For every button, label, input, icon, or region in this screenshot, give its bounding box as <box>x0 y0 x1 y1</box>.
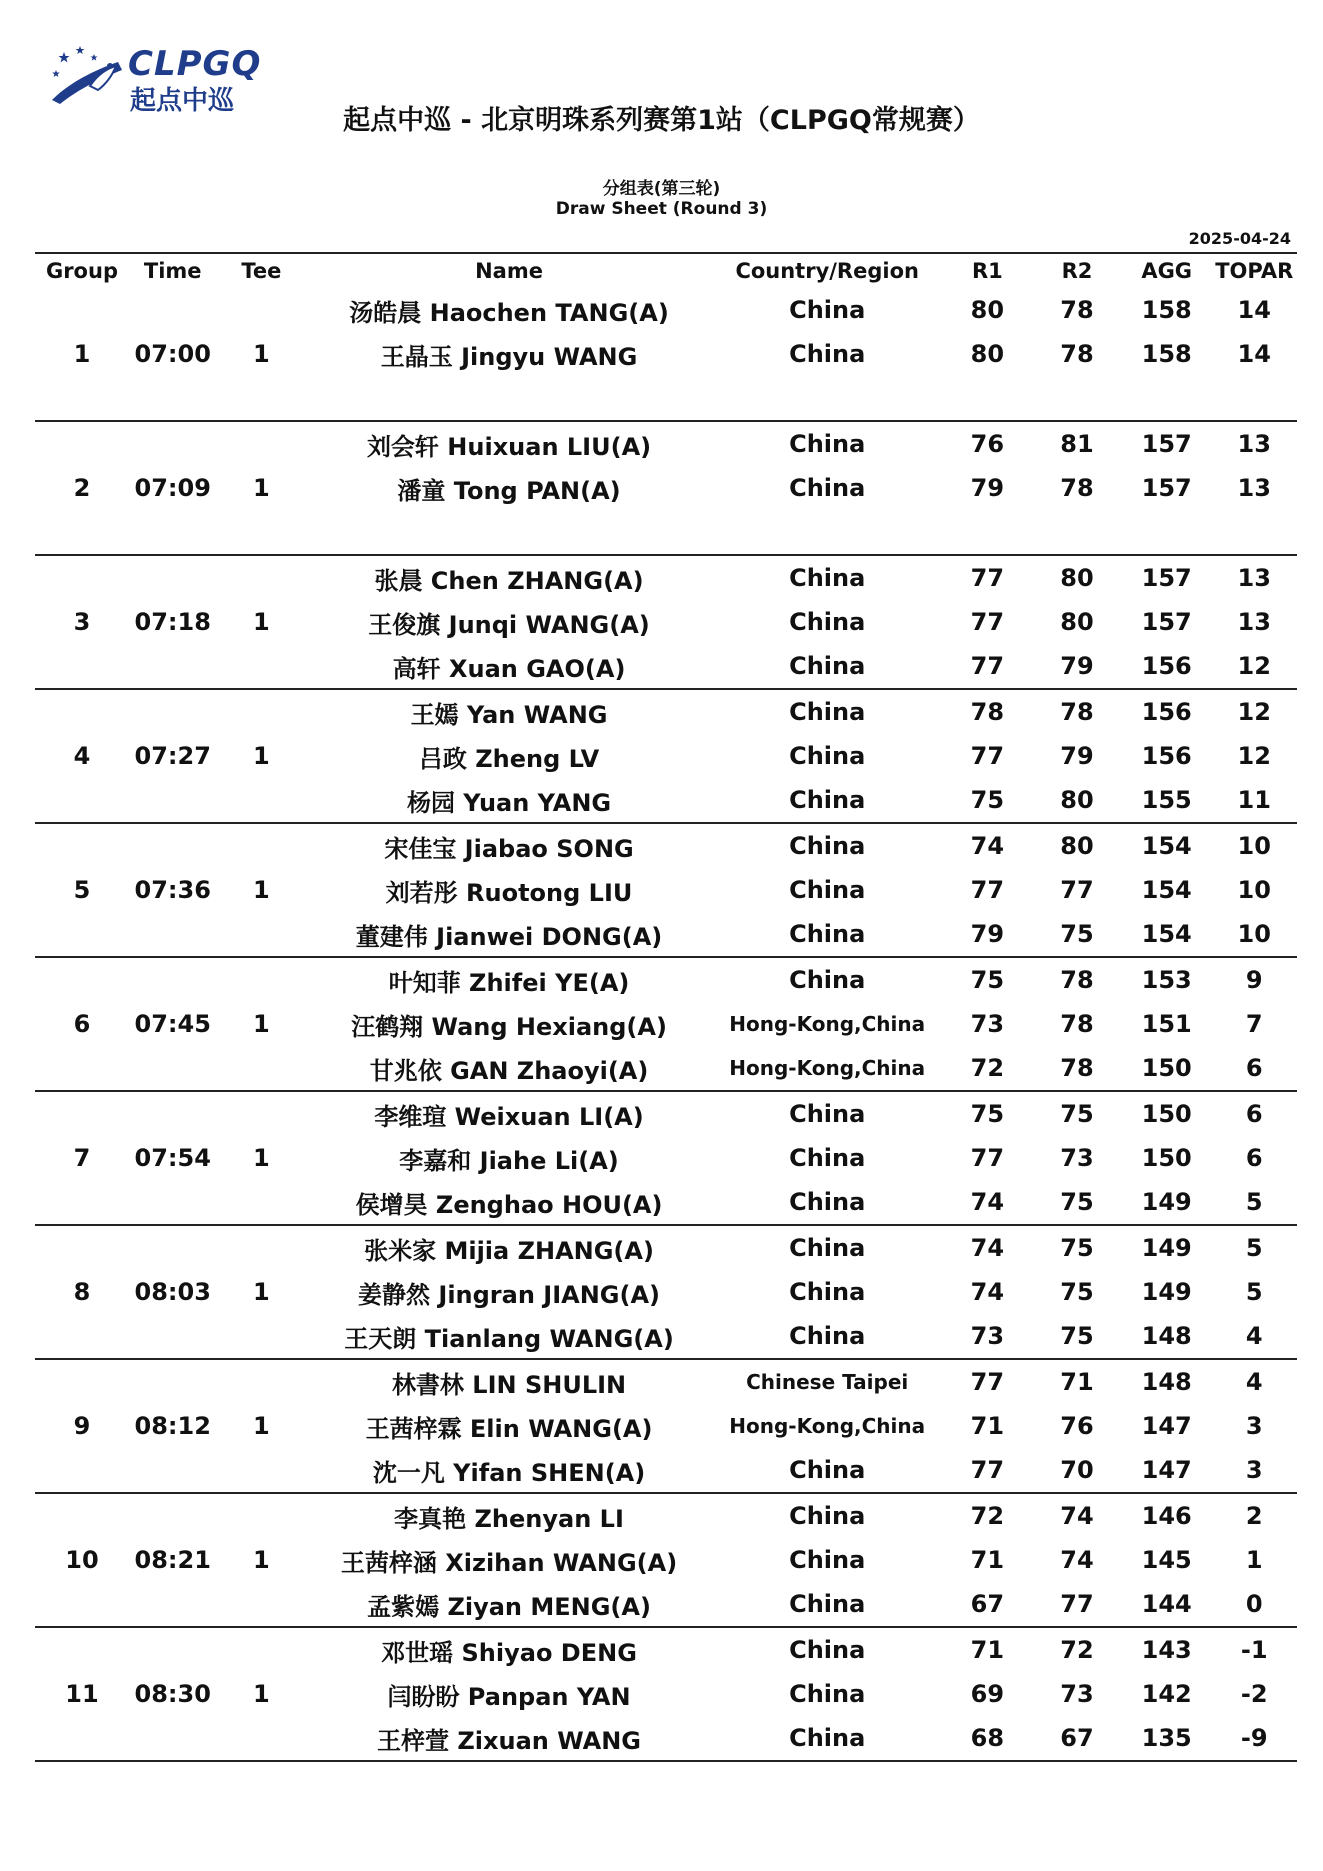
score-r2: 74 <box>1060 1502 1094 1530</box>
group-number: 5 <box>35 823 129 957</box>
group-number: 4 <box>35 689 129 823</box>
score-r2: 71 <box>1060 1368 1094 1396</box>
country: Hong-Kong,China <box>729 1012 926 1036</box>
tee-number: 1 <box>217 823 307 957</box>
score-topar: 6 <box>1245 1144 1263 1172</box>
country: China <box>789 966 866 994</box>
score-agg: 150 <box>1141 1100 1192 1128</box>
group-number: 7 <box>35 1091 129 1225</box>
player-name: 刘会轩 Huixuan LIU(A) <box>366 432 652 461</box>
score-topar: 14 <box>1237 340 1271 368</box>
score-agg: 147 <box>1122 1448 1212 1493</box>
player-name: 甘兆依 GAN Zhaoyi(A) <box>306 1046 712 1091</box>
country: China <box>712 1582 943 1627</box>
score-r1: 75 <box>970 966 1005 994</box>
score-r2: 79 <box>1032 644 1122 689</box>
score-r1: 68 <box>943 1716 1033 1761</box>
column-header-agg: AGG <box>1122 253 1212 288</box>
score-r2: 78 <box>1060 296 1094 324</box>
logo-text-cn: 起点中巡 <box>130 86 235 116</box>
player-name: 林書林 LIN SHULIN <box>391 1370 627 1399</box>
player-row <box>35 689 1297 734</box>
tee-time: 07:18 <box>129 555 217 689</box>
score-topar: 5 <box>1245 1278 1263 1306</box>
group-number: 2 <box>35 421 129 555</box>
country: China <box>712 1180 943 1225</box>
score-r1: 78 <box>970 698 1005 726</box>
score-agg: 142 <box>1141 1680 1192 1708</box>
score-r2: 78 <box>1060 1010 1094 1038</box>
player-row <box>35 288 1297 332</box>
country: China <box>789 1100 866 1128</box>
group-number: 9 <box>35 1359 129 1493</box>
player-name: 闫盼盼 Panpan YAN <box>387 1682 631 1711</box>
score-r1: 73 <box>970 1010 1005 1038</box>
player-row <box>35 421 1297 466</box>
country: Chinese Taipei <box>746 1370 909 1394</box>
country: China <box>789 832 866 860</box>
column-header-tee: Tee <box>217 253 307 288</box>
score-topar: 9 <box>1245 966 1263 994</box>
player-name: 杨园 Yuan YANG <box>306 778 712 823</box>
score-r1: 69 <box>970 1680 1005 1708</box>
tee-time: 08:03 <box>129 1225 217 1359</box>
player-name: 叶知菲 Zhifei YE(A) <box>388 968 630 997</box>
player-name: 刘若彤 Ruotong LIU <box>385 878 633 907</box>
score-r2: 75 <box>1032 912 1122 957</box>
tee-time: 08:12 <box>129 1359 217 1493</box>
logo-text-en: CLPGQ <box>128 44 262 84</box>
score-agg: 154 <box>1141 876 1192 904</box>
player-name <box>306 510 712 555</box>
country: China <box>789 1234 866 1262</box>
score-agg: 147 <box>1141 1412 1192 1440</box>
country <box>712 376 943 421</box>
score-agg: 145 <box>1141 1546 1192 1574</box>
score-topar: 2 <box>1245 1502 1263 1530</box>
column-header-group: Group <box>35 253 129 288</box>
player-name: 王梓萱 Zixuan WANG <box>306 1716 712 1761</box>
column-header-country: Country/Region <box>712 253 943 288</box>
tee-number: 1 <box>217 1627 307 1761</box>
score-r1: 79 <box>970 474 1005 502</box>
score-topar: 6 <box>1212 1046 1297 1091</box>
player-name: 张晨 Chen ZHANG(A) <box>374 566 644 595</box>
tee-number: 1 <box>217 1359 307 1493</box>
score-r2: 73 <box>1060 1680 1094 1708</box>
score-agg: 151 <box>1141 1010 1192 1038</box>
score-r2: 77 <box>1060 876 1094 904</box>
country: China <box>789 876 866 904</box>
player-name: 汪鹤翔 Wang Hexiang(A) <box>351 1012 667 1041</box>
player-row <box>35 1359 1297 1404</box>
tee-number: 1 <box>217 555 307 689</box>
player-row <box>35 1493 1297 1538</box>
page-title: 起点中巡 - 北京明珠系列赛第1站（CLPGQ常规赛） <box>343 105 980 136</box>
score-agg: 146 <box>1141 1502 1192 1530</box>
score-topar: 3 <box>1245 1412 1263 1440</box>
player-name: 姜静然 Jingran JIANG(A) <box>358 1280 661 1309</box>
player-name: 王茜梓霖 Elin WANG(A) <box>365 1414 653 1443</box>
player-name: 张米家 Mijia ZHANG(A) <box>364 1236 654 1265</box>
score-r2: 67 <box>1032 1716 1122 1761</box>
player-name: 李维瑄 Weixuan LI(A) <box>374 1102 644 1131</box>
score-agg: 156 <box>1141 698 1192 726</box>
country: China <box>789 340 866 368</box>
score-agg: 157 <box>1141 474 1192 502</box>
player-name: 王茜梓涵 Xizihan WANG(A) <box>340 1548 678 1577</box>
score-r1 <box>943 510 1033 555</box>
country: China <box>789 296 866 324</box>
score-r2: 75 <box>1032 1314 1122 1359</box>
score-r1: 77 <box>943 644 1033 689</box>
score-r1: 77 <box>970 564 1005 592</box>
score-agg: 158 <box>1141 296 1192 324</box>
player-row <box>35 1091 1297 1136</box>
score-topar: 13 <box>1237 564 1271 592</box>
score-agg: 154 <box>1122 912 1212 957</box>
country: China <box>789 608 866 636</box>
country: China <box>789 430 866 458</box>
country: China <box>789 1144 866 1172</box>
score-agg <box>1122 510 1212 555</box>
score-topar <box>1212 510 1297 555</box>
tee-time: 08:30 <box>129 1627 217 1761</box>
score-topar: 5 <box>1245 1234 1263 1262</box>
score-topar: -1 <box>1240 1636 1268 1664</box>
country: China <box>712 912 943 957</box>
score-r1: 77 <box>943 1448 1033 1493</box>
score-agg: 154 <box>1141 832 1192 860</box>
player-name: 汤皓晨 Haochen TANG(A) <box>349 298 669 327</box>
column-header-r1: R1 <box>943 253 1033 288</box>
country: China <box>789 1546 866 1574</box>
score-r2: 78 <box>1032 1046 1122 1091</box>
score-agg: 148 <box>1122 1314 1212 1359</box>
score-topar: 13 <box>1237 430 1271 458</box>
tee-time: 07:54 <box>129 1091 217 1225</box>
score-r1: 79 <box>943 912 1033 957</box>
date-label: 2025-04-24 <box>1188 229 1291 248</box>
score-r1: 71 <box>970 1412 1005 1440</box>
score-r2: 75 <box>1060 1278 1094 1306</box>
score-topar <box>1212 376 1297 421</box>
country: China <box>712 644 943 689</box>
score-agg <box>1122 376 1212 421</box>
group-number: 3 <box>35 555 129 689</box>
score-topar: 13 <box>1237 608 1271 636</box>
draw-table-body <box>35 288 1297 1761</box>
score-r1: 74 <box>970 1278 1005 1306</box>
player-name: 李嘉和 Jiahe Li(A) <box>399 1146 619 1175</box>
score-topar: 10 <box>1212 912 1297 957</box>
score-agg: 149 <box>1122 1180 1212 1225</box>
player-name: 董建伟 Jianwei DONG(A) <box>306 912 712 957</box>
score-r1: 73 <box>943 1314 1033 1359</box>
score-r2: 77 <box>1032 1582 1122 1627</box>
score-topar: 1 <box>1245 1546 1263 1574</box>
tee-number: 1 <box>217 1225 307 1359</box>
subtitle-en: Draw Sheet (Round 3) <box>555 199 768 219</box>
score-topar: -2 <box>1240 1680 1268 1708</box>
column-header-r2: R2 <box>1032 253 1122 288</box>
score-topar: -9 <box>1212 1716 1297 1761</box>
score-r1: 75 <box>970 1100 1005 1128</box>
score-topar: 12 <box>1237 742 1271 770</box>
player-name: 王嫣 Yan WANG <box>410 700 608 729</box>
player-name: 侯增昊 Zenghao HOU(A) <box>306 1180 712 1225</box>
group-number: 8 <box>35 1225 129 1359</box>
tee-time: 07:36 <box>129 823 217 957</box>
player-row <box>35 555 1297 600</box>
player-name: 潘童 Tong PAN(A) <box>397 476 621 505</box>
country: China <box>712 1314 943 1359</box>
score-r2: 74 <box>1060 1546 1094 1574</box>
country: China <box>789 742 866 770</box>
score-agg: 157 <box>1141 608 1192 636</box>
country: China <box>712 1448 943 1493</box>
score-agg: 149 <box>1141 1234 1192 1262</box>
group-number: 10 <box>35 1493 129 1627</box>
score-agg: 150 <box>1122 1046 1212 1091</box>
score-agg: 135 <box>1122 1716 1212 1761</box>
score-r1: 74 <box>943 1180 1033 1225</box>
score-r1: 80 <box>970 296 1005 324</box>
score-r1: 77 <box>970 742 1005 770</box>
tee-number: 1 <box>217 957 307 1091</box>
player-name: 王天朗 Tianlang WANG(A) <box>306 1314 712 1359</box>
score-r2: 73 <box>1060 1144 1094 1172</box>
score-r2: 80 <box>1060 608 1094 636</box>
score-topar: 0 <box>1212 1582 1297 1627</box>
score-r1: 80 <box>970 340 1005 368</box>
score-r2 <box>1032 510 1122 555</box>
score-topar: 14 <box>1237 296 1271 324</box>
score-agg: 148 <box>1141 1368 1192 1396</box>
column-header-time: Time <box>129 253 217 288</box>
score-topar: 13 <box>1237 474 1271 502</box>
score-r2: 72 <box>1060 1636 1094 1664</box>
player-name: 王俊旗 Junqi WANG(A) <box>368 610 650 639</box>
player-row <box>35 957 1297 1002</box>
player-row <box>35 1225 1297 1270</box>
score-r2: 78 <box>1060 474 1094 502</box>
tee-time: 08:21 <box>129 1493 217 1627</box>
score-topar: 4 <box>1245 1368 1263 1396</box>
score-agg: 156 <box>1141 742 1192 770</box>
subtitle-cn: 分组表(第三轮) <box>602 179 721 199</box>
player-name: 孟紫嫣 Ziyan MENG(A) <box>306 1582 712 1627</box>
score-r2: 76 <box>1060 1412 1094 1440</box>
score-topar: 12 <box>1212 644 1297 689</box>
score-agg: 150 <box>1141 1144 1192 1172</box>
score-r2: 78 <box>1060 966 1094 994</box>
country: China <box>789 1636 866 1664</box>
score-r2: 80 <box>1060 564 1094 592</box>
score-agg: 153 <box>1141 966 1192 994</box>
score-topar: 10 <box>1237 876 1271 904</box>
score-agg: 157 <box>1141 430 1192 458</box>
country: China <box>789 1278 866 1306</box>
country: Hong-Kong,China <box>729 1414 926 1438</box>
score-agg: 158 <box>1141 340 1192 368</box>
tee-number: 1 <box>217 288 307 421</box>
group-number: 11 <box>35 1627 129 1761</box>
score-r1: 72 <box>943 1046 1033 1091</box>
player-name <box>306 376 712 421</box>
score-r1: 74 <box>970 832 1005 860</box>
player-name: 李真艳 Zhenyan LI <box>394 1504 624 1533</box>
tee-number: 1 <box>217 1493 307 1627</box>
score-r1: 76 <box>970 430 1005 458</box>
score-r2: 75 <box>1060 1100 1094 1128</box>
score-r1: 75 <box>943 778 1033 823</box>
tee-time: 07:45 <box>129 957 217 1091</box>
country: China <box>789 698 866 726</box>
score-agg: 149 <box>1141 1278 1192 1306</box>
score-r2: 81 <box>1060 430 1094 458</box>
table-header-row <box>35 253 1297 288</box>
country: China <box>789 1502 866 1530</box>
score-r2: 80 <box>1032 778 1122 823</box>
score-r2: 70 <box>1032 1448 1122 1493</box>
score-r1: 74 <box>970 1234 1005 1262</box>
score-r2: 78 <box>1060 340 1094 368</box>
score-r1: 67 <box>943 1582 1033 1627</box>
score-r2: 79 <box>1060 742 1094 770</box>
tee-time: 07:09 <box>129 421 217 555</box>
score-topar: 3 <box>1212 1448 1297 1493</box>
country: China <box>789 564 866 592</box>
column-header-topar: TOPAR <box>1212 253 1297 288</box>
score-r1 <box>943 376 1033 421</box>
score-topar: 6 <box>1245 1100 1263 1128</box>
tee-time: 07:00 <box>129 288 217 421</box>
player-row <box>35 1627 1297 1672</box>
column-header-name: Name <box>306 253 712 288</box>
player-name: 吕政 Zheng LV <box>418 744 600 773</box>
country: Hong-Kong,China <box>712 1046 943 1091</box>
player-name: 宋佳宝 Jiabao SONG <box>384 834 634 863</box>
country: China <box>789 1680 866 1708</box>
score-agg: 143 <box>1141 1636 1192 1664</box>
score-topar: 12 <box>1237 698 1271 726</box>
score-r1: 71 <box>970 1636 1005 1664</box>
player-row <box>35 823 1297 868</box>
group-number: 6 <box>35 957 129 1091</box>
draw-table <box>35 252 1297 1762</box>
player-name: 邓世瑶 Shiyao DENG <box>381 1638 637 1667</box>
country: China <box>712 1716 943 1761</box>
score-topar: 4 <box>1212 1314 1297 1359</box>
score-r2: 75 <box>1060 1234 1094 1262</box>
player-name: 高轩 Xuan GAO(A) <box>306 644 712 689</box>
score-agg: 155 <box>1122 778 1212 823</box>
score-agg: 156 <box>1122 644 1212 689</box>
country <box>712 510 943 555</box>
player-name: 沈一凡 Yifan SHEN(A) <box>306 1448 712 1493</box>
group-number: 1 <box>35 288 129 421</box>
country: China <box>712 778 943 823</box>
score-r2: 80 <box>1060 832 1094 860</box>
score-r1: 77 <box>970 876 1005 904</box>
country: China <box>789 474 866 502</box>
score-topar: 7 <box>1245 1010 1263 1038</box>
tee-time: 07:27 <box>129 689 217 823</box>
score-r1: 77 <box>970 1368 1005 1396</box>
score-agg: 144 <box>1122 1582 1212 1627</box>
score-r2: 78 <box>1060 698 1094 726</box>
score-r1: 77 <box>970 1144 1005 1172</box>
tee-number: 1 <box>217 421 307 555</box>
score-topar: 10 <box>1237 832 1271 860</box>
tee-number: 1 <box>217 1091 307 1225</box>
tee-number: 1 <box>217 689 307 823</box>
score-r2 <box>1032 376 1122 421</box>
score-r1: 77 <box>970 608 1005 636</box>
score-r1: 71 <box>970 1546 1005 1574</box>
player-name: 王晶玉 Jingyu WANG <box>380 342 638 371</box>
score-topar: 11 <box>1212 778 1297 823</box>
score-r2: 75 <box>1032 1180 1122 1225</box>
score-topar: 5 <box>1212 1180 1297 1225</box>
score-r1: 72 <box>970 1502 1005 1530</box>
score-agg: 157 <box>1141 564 1192 592</box>
